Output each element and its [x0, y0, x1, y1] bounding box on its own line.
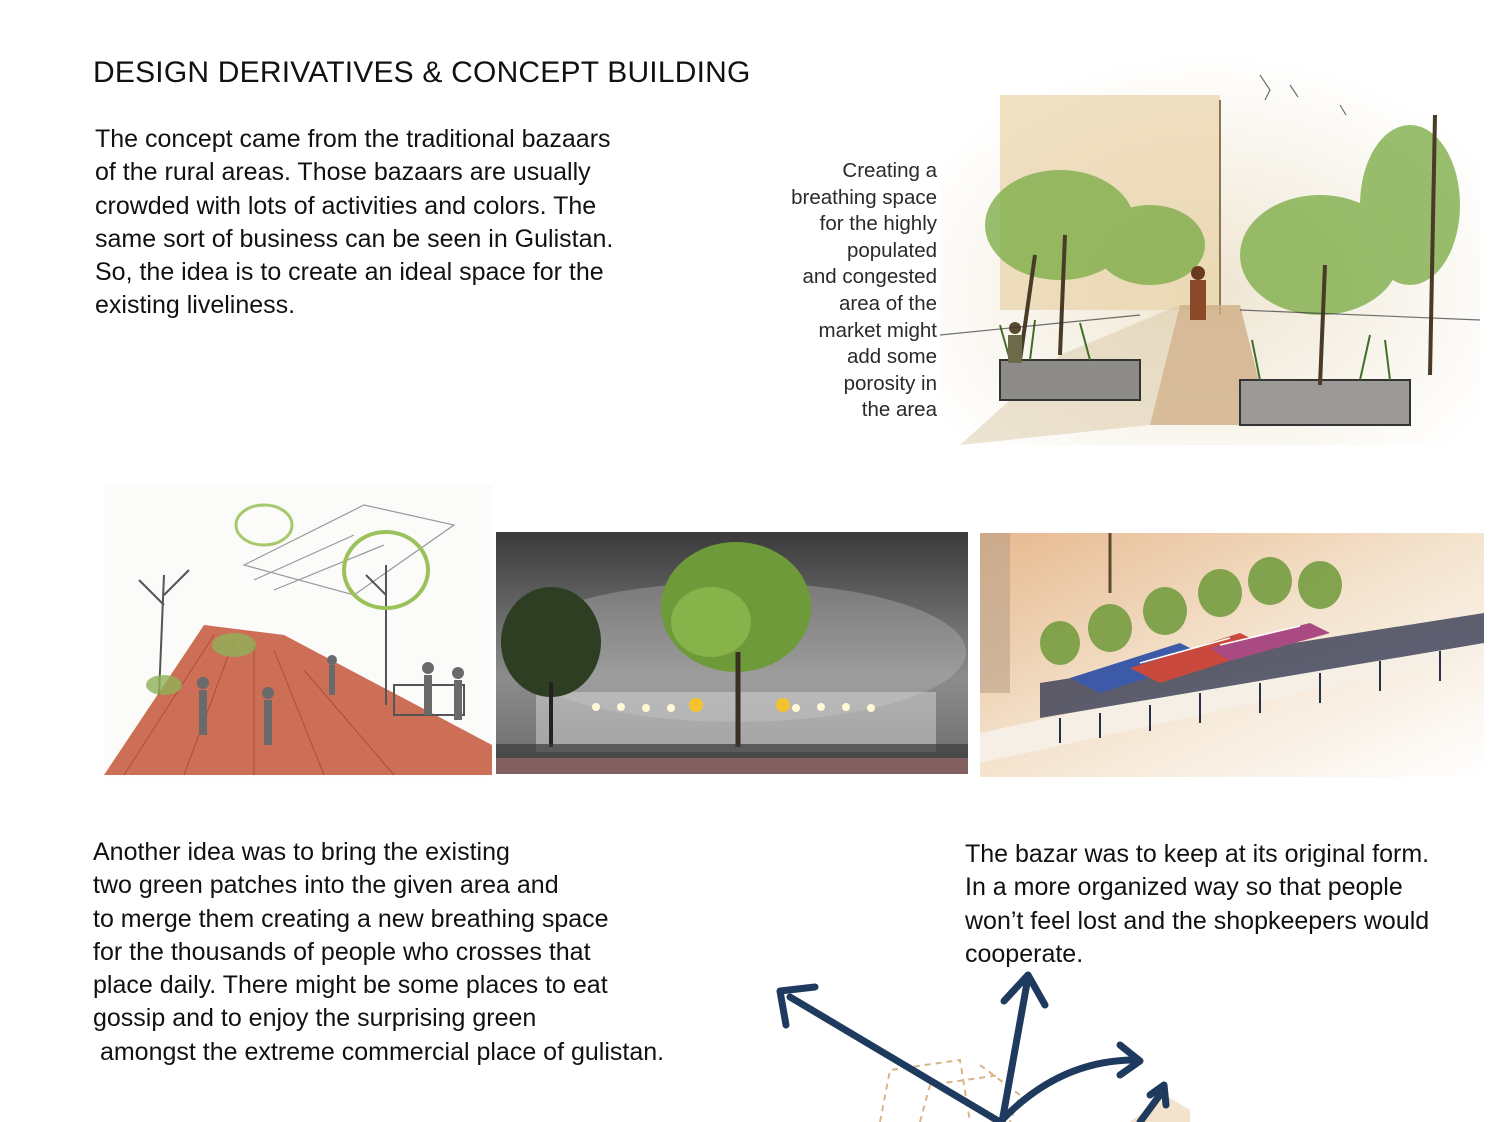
- caption-line: breathing space: [791, 185, 937, 209]
- green-idea-line: for the thousands of people who crosses that: [93, 937, 591, 966]
- bazar-idea-line: won’t feel lost and the shopkeepers would: [965, 906, 1430, 935]
- caption-line: porosity in: [843, 371, 937, 395]
- caption-line: populated: [846, 238, 937, 262]
- caption-line: add some: [846, 345, 937, 369]
- green-idea-line: amongst the extreme commercial place of gulistan.: [93, 1037, 665, 1066]
- arrows-diagram-image: [770, 965, 1190, 1122]
- caption-line: and congested: [802, 265, 937, 289]
- bazar-bridge-image: [980, 533, 1484, 777]
- plaza-sketch-image: [940, 55, 1480, 445]
- bazar-idea-paragraph: [965, 838, 1429, 971]
- caption-line: area of the: [838, 291, 937, 315]
- night-section-image: [496, 532, 968, 774]
- green-idea-line: two green patches into the given area and: [93, 871, 559, 900]
- plaza-caption: [740, 158, 937, 424]
- intro-line: The concept came from the traditional bazaars: [95, 125, 611, 153]
- intro-line: So, the idea is to create an ideal space for the: [95, 258, 604, 287]
- caption-line: market might: [818, 318, 937, 342]
- walkway-sketch-image: [104, 485, 492, 777]
- intro-line: same sort of business can be seen in Gulistan.: [95, 224, 614, 253]
- bazar-idea-line: In a more organized way so that people: [965, 873, 1403, 902]
- intro-line: existing liveliness.: [95, 291, 296, 320]
- green-idea-line: to merge them creating a new breathing space: [93, 904, 609, 933]
- green-idea-paragraph: [93, 836, 664, 1069]
- intro-line: of the rural areas. Those bazaars are usually: [95, 158, 591, 187]
- bazar-idea-line: cooperate.: [965, 939, 1084, 968]
- caption-line: Creating a: [842, 159, 937, 182]
- green-idea-line: Another idea was to bring the existing: [93, 838, 510, 866]
- bazar-idea-line: The bazar was to keep at its original form.: [965, 840, 1430, 868]
- caption-line: the area: [861, 398, 937, 422]
- intro-line: crowded with lots of activities and colors. The: [95, 191, 597, 220]
- green-idea-line: gossip and to enjoy the surprising green: [93, 1004, 537, 1033]
- caption-line: for the highly: [819, 212, 937, 236]
- green-idea-line: place daily. There might be some places to eat: [93, 971, 608, 1000]
- page-title: DESIGN DERIVATIVES & CONCEPT BUILDING: [93, 56, 751, 89]
- intro-paragraph: [95, 123, 613, 323]
